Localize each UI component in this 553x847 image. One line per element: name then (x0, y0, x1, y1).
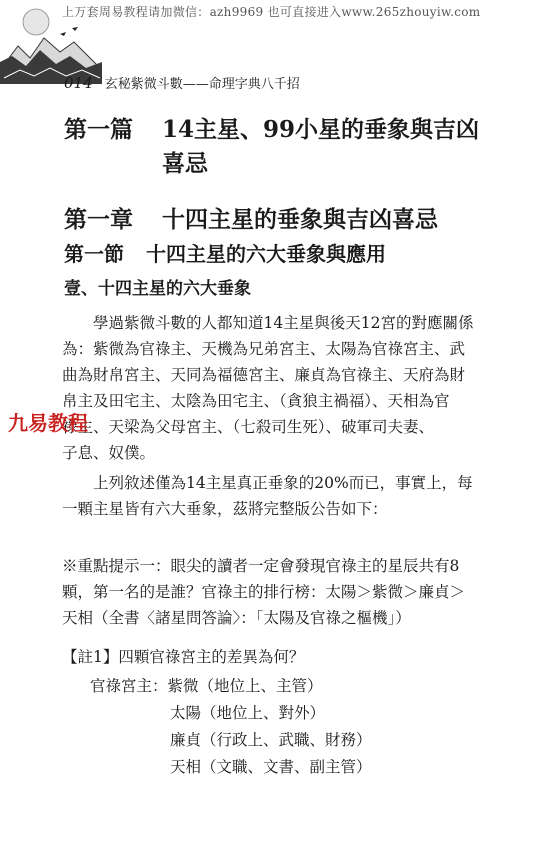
part-label: 第一篇 (64, 116, 133, 143)
section-label: 第一節 (64, 242, 124, 266)
text-line: 天相（全書〈諸星問答論〉：「太陽及官祿之樞機」） (62, 609, 411, 627)
list-item: 天相（文職、文書、副主管） (170, 758, 372, 776)
list-head-label: 官祿宮主： (90, 677, 168, 695)
paragraph-summary (62, 470, 492, 522)
chapter-title: 十四主星的垂象與吉凶喜忌 (162, 206, 438, 233)
part-title-line1: 14主星、99小星的垂象與吉凶 (162, 116, 480, 143)
paragraph-key-tip (62, 553, 492, 631)
section-heading (64, 238, 386, 267)
chapter-label: 第一章 (64, 206, 133, 233)
list-item (62, 673, 372, 700)
part-heading (64, 113, 479, 181)
chapter-heading (64, 201, 438, 234)
list-item-text: 紫微（地位上、主管） (167, 677, 323, 695)
page-number: 014 (64, 74, 93, 92)
text-line: 帛主及田宅主、太陰為田宅主、（貪狼主禍福）、天相為官 (62, 392, 450, 410)
list-item: 廉貞（行政上、武職、財務） (170, 731, 372, 749)
red-watermark: 九易教程 (8, 411, 88, 435)
footnote-question: 【註1】四顆官祿宮主的差異為何？ (62, 648, 305, 666)
text-line: 顆，第一名的是誰？官祿主的排行榜：太陽＞紫微＞廉貞＞ (62, 583, 466, 601)
subsection-heading: 壹、十四主星的六大垂象 (64, 279, 251, 299)
list-item: 太陽（地位上、對外） (170, 704, 326, 722)
top-watermark: 上万套周易教程请加微信：azh9969 也可直接进入www.265zhouyiw.com (62, 5, 481, 19)
book-title: 玄秘紫微斗數——命理字典八千招 (104, 77, 300, 92)
text-line: 祿主、天梁為父母宮主、（七殺司生死）、破軍司夫妻、 (62, 418, 435, 436)
text-line: 為：紫微為官祿主、天機為兄弟宮主、太陽為官祿宮主、武 (62, 340, 466, 358)
text-line: 子息、奴僕。 (62, 444, 156, 462)
text-line: 學過紫微斗數的人都知道14主星與後天12宮的對應關係 (62, 314, 474, 332)
paragraph-intro (62, 310, 492, 466)
section-title: 十四主星的六大垂象與應用 (146, 242, 386, 266)
text-line: 曲為財帛宮主、天同為福德宮主、廉貞為官祿主、天府為財 (62, 366, 466, 384)
text-line: 一顆主星皆有六大垂象，茲將完整版公告如下： (62, 500, 388, 518)
text-line: ※重點提示一：眼尖的讀者一定會發現官祿主的星辰共有8 (62, 557, 460, 575)
running-header (64, 73, 300, 92)
part-title-line2: 喜忌 (162, 150, 208, 177)
official-star-list (62, 673, 372, 781)
text-line: 上列敘述僅為14主星真正垂象的20%而已，事實上，每 (62, 474, 473, 492)
